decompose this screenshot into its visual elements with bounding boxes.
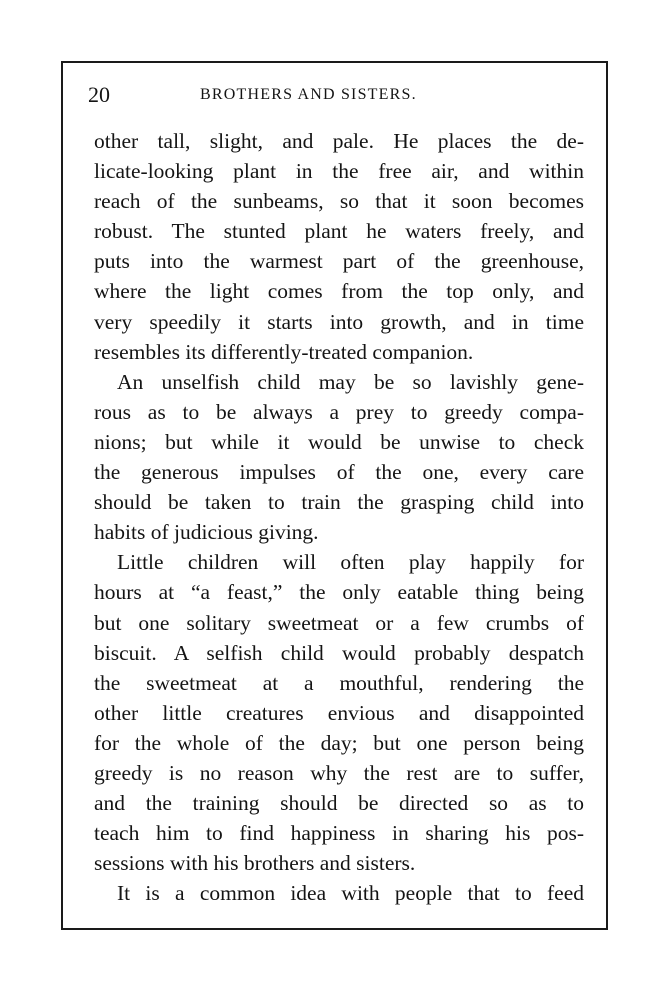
- text-line: It is a common idea with people that to feed: [117, 881, 584, 906]
- text-line: rous as to be always a prey to greedy compa-: [94, 399, 584, 424]
- paragraph-4: [94, 878, 584, 908]
- text-line: for the whole of the day; but one person being: [94, 730, 584, 755]
- page-number: 20: [88, 82, 110, 107]
- paragraph-2: [94, 367, 584, 548]
- text-line: the sweetmeat at a mouthful, rendering the: [94, 670, 584, 695]
- text-line: very speedily it starts into growth, and in time: [94, 309, 584, 334]
- text-line: other little creatures envious and disappointed: [94, 700, 584, 725]
- paragraph-1: [94, 126, 584, 367]
- text-line: puts into the warmest part of the greenhouse,: [94, 249, 584, 274]
- text-line: but one solitary sweetmeat or a few crumbs of: [94, 610, 584, 635]
- text-line: nions; but while it would be unwise to check: [94, 429, 584, 454]
- text-line: other tall, slight, and pale. He places the de-: [94, 129, 584, 153]
- text-line: Little children will often play happily for: [117, 550, 584, 575]
- paragraph-3: [94, 547, 584, 878]
- text-line: the generous impulses of the one, every care: [94, 460, 584, 485]
- text-line: habits of judicious giving.: [94, 520, 319, 545]
- text-line: biscuit. A selfish child would probably despatch: [94, 640, 584, 665]
- text-line: sessions with his brothers and sisters.: [94, 851, 416, 876]
- body-text: [94, 126, 584, 908]
- text-line: where the light comes from the top only, and: [94, 279, 584, 304]
- text-line: should be taken to train the grasping child into: [94, 490, 584, 515]
- text-line: robust. The stunted plant he waters freely, and: [94, 219, 584, 244]
- running-title: BROTHERS AND SISTERS.: [200, 86, 417, 103]
- text-line: reach of the sunbeams, so that it soon becomes: [94, 189, 584, 214]
- text-line: and the training should be directed so as to: [94, 791, 584, 816]
- text-line: hours at “a feast,” the only eatable thing being: [94, 580, 584, 605]
- text-line: greedy is no reason why the rest are to suffer,: [94, 760, 584, 785]
- text-line: teach him to find happiness in sharing his pos-: [94, 821, 584, 846]
- running-header: [88, 80, 584, 110]
- text-line: resembles its differently-treated companion.: [94, 339, 474, 364]
- text-line: licate-looking plant in the free air, and within: [94, 159, 584, 184]
- text-line: An unselfish child may be so lavishly gene-: [117, 369, 584, 394]
